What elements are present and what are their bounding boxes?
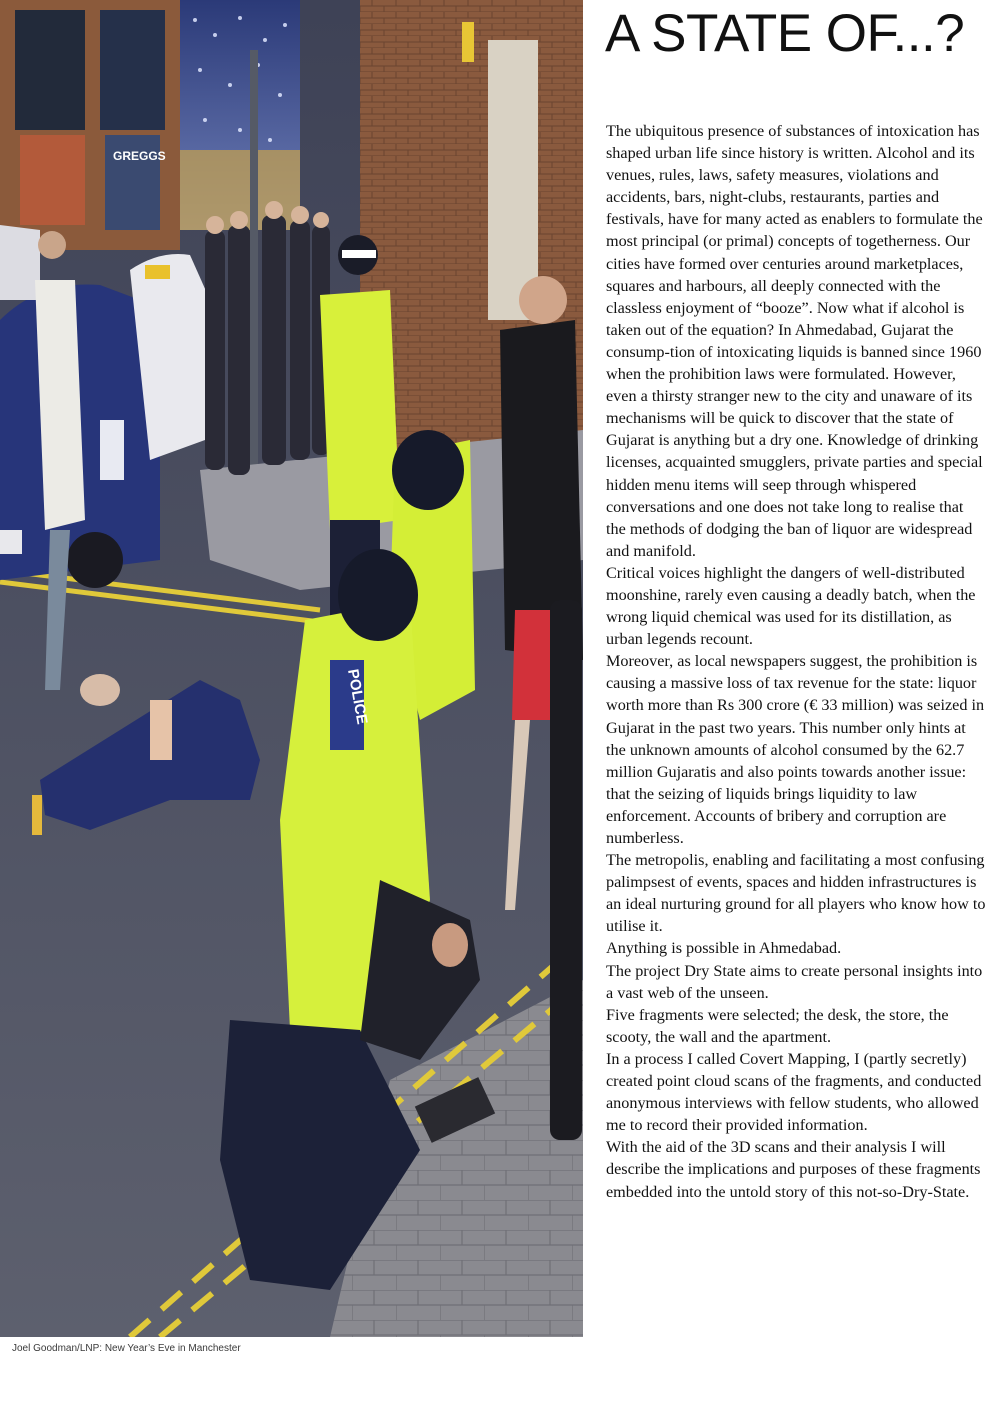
poster [488,40,538,320]
paragraph: The project Dry State aims to create personal insights into a vast web of the unseen. [606,961,983,1002]
lamp-post [250,50,258,510]
paragraph: The ubiquitous presence of substances of intoxication has shaped urban life since history is written. Alcohol and its venues, rules, laws, safety measures, violations and accidents, bars, night-clubs, restaurants, parties and festivals, have for many acted as enablers to formulate the most principal (or primal) concepts of togetherness. Our cities have formed over centuries around marketplaces, squares and harbours, all deeply connected with the classless enjoyment of “booze”. Now what if alcohol is taken out of the equation? In Ahmedabad, Gujarat the consump-tion of intoxicating liquids is banned since 1960 when the prohibition laws were formulated. However, even a thirsty stranger new to the city and unaware of its mechanisms will be quick to discover that the state of Gujarat is anything but a dry one. Knowledge of drinking licenses, acquainted smugglers, private parties and special hidden menu items will seep through whispered conversations and one does not take long to realise that the methods of dodging the ban of liquor are widespread and manifold. [606,122,983,560]
police-vest-text: POLICE [344,667,371,726]
photo-caption: Joel Goodman/LNP: New Year’s Eve in Manchester [12,1343,241,1354]
article-body [606,120,986,1203]
standing-officer [320,290,400,530]
paragraph: In a process I called Covert Mapping, I (partly secretly) created point cloud scans of the fragments, and conducted anonymous interviews with fellow students, who allowed me to record their provided information. [606,1049,982,1135]
paragraph: Anything is possible in Ahmedabad. [606,939,842,958]
paragraph: Moreover, as local newspapers suggest, the prohibition is causing a massive loss of tax revenue for the state: liquor worth more than Rs 300 crore (€ 33 million) was seized in Gujarat in the past two years. This number only hints at the unknown amounts of alcohol consumed by the 62.7 million Gujaratis and also points towards another issue: that the seizing of liquids brings liquidity to law enforcement. Accounts of bribery and corruption are numberless. [606,652,985,847]
paragraph: Five fragments were selected; the desk, the store, the scooty, the wall and the apartment. [606,1005,949,1046]
paragraph: With the aid of the 3D scans and their analysis I will describe the implications and purposes of these fragments embedded into the untold story of this not-so-Dry-State. [606,1138,981,1201]
paragraph: Critical voices highlight the dangers of well-distributed moonshine, rarely even causing a deadly batch, when the wrong liquid chemical was used for its distillation, as urban legends recount. [606,563,976,649]
greggs-sign: GREGGS [113,149,166,163]
page-title: A STATE OF...? [605,4,965,63]
paragraph: The metropolis, enabling and facilitating a most confusing palimpsest of events, spaces and hidden infrastructures is an ideal nurturing ground for all players who know how to utilise it. [606,851,986,936]
bollard [550,600,582,1140]
